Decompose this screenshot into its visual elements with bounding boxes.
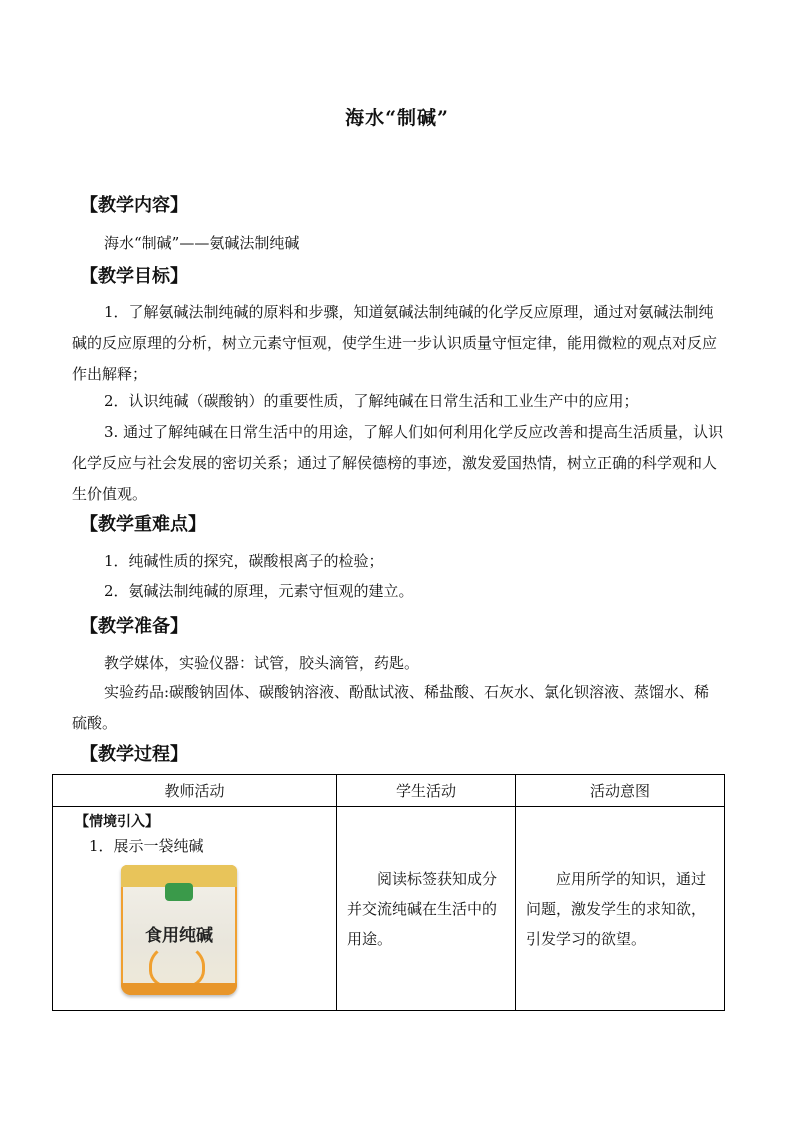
heading-key-points: 【教学重难点】 — [80, 514, 206, 535]
goal-item-1: 1．了解氨碱法制纯碱的原料和步骤，知道氨碱法制纯碱的化学反应原理，通过对氨碱法制纯碱的反应原理的分析，树立元素守恒观，使学生进一步认识质量守恒定律，能用微粒的观点对反应作出解释； — [72, 303, 718, 383]
column-header-teacher: 教师活动 — [53, 775, 337, 807]
goal-item-3: 3. 通过了解纯碱在日常生活中的用途，了解人们如何利用化学反应改善和提高生活质量，认识化学反应与社会发展的密切关系；通过了解侯德榜的事迹，激发爱国热情，树立正确的科学观和人生价值观。 — [72, 423, 724, 503]
intent-text: 应用所学的知识，通过问题，激发学生的求知欲，引发学习的欲望。 — [526, 869, 707, 948]
student-activity-cell — [337, 807, 516, 1011]
brand-logo-icon — [165, 883, 193, 901]
key-point-2: 2．氨碱法制纯碱的原理，元素守恒观的建立。 — [104, 582, 414, 600]
soda-bag-image — [121, 865, 237, 995]
heading-preparation: 【教学准备】 — [80, 616, 188, 637]
student-activity-text: 阅读标签获知成分并交流纯碱在生活中的用途。 — [347, 869, 498, 948]
scene-intro-tag: 【情境引入】 — [75, 814, 159, 830]
preparation-item-1: 教学媒体，实验仪器：试管，胶头滴管，药匙。 — [104, 654, 420, 672]
table-row — [53, 807, 725, 1011]
heading-teaching-goals: 【教学目标】 — [80, 266, 188, 287]
teaching-content-text: 海水“制碱”——氨碱法制纯碱 — [104, 234, 300, 252]
key-point-1: 1．纯碱性质的探究，碳酸根离子的检验； — [104, 552, 384, 570]
step-text: 1．展示一袋纯碱 — [89, 837, 204, 855]
process-table — [52, 774, 725, 1011]
heading-teaching-content: 【教学内容】 — [80, 195, 188, 216]
page-title: 海水“制碱” — [345, 107, 449, 129]
column-header-intent: 活动意图 — [516, 775, 725, 807]
column-header-student: 学生活动 — [337, 775, 516, 807]
intent-cell — [516, 807, 725, 1011]
heading-teaching-process: 【教学过程】 — [80, 744, 188, 765]
preparation-item-2: 实验药品:碳酸钠固体、碳酸钠溶液、酚酞试液、稀盐酸、石灰水、氯化钡溶液、蒸馏水、稀硫酸。 — [72, 683, 710, 732]
bag-label: 食用纯碱 — [145, 926, 213, 946]
goal-item-2: 2．认识纯碱（碳酸钠）的重要性质，了解纯碱在日常生活和工业生产中的应用； — [104, 392, 639, 410]
teacher-activity-cell — [53, 807, 337, 1011]
